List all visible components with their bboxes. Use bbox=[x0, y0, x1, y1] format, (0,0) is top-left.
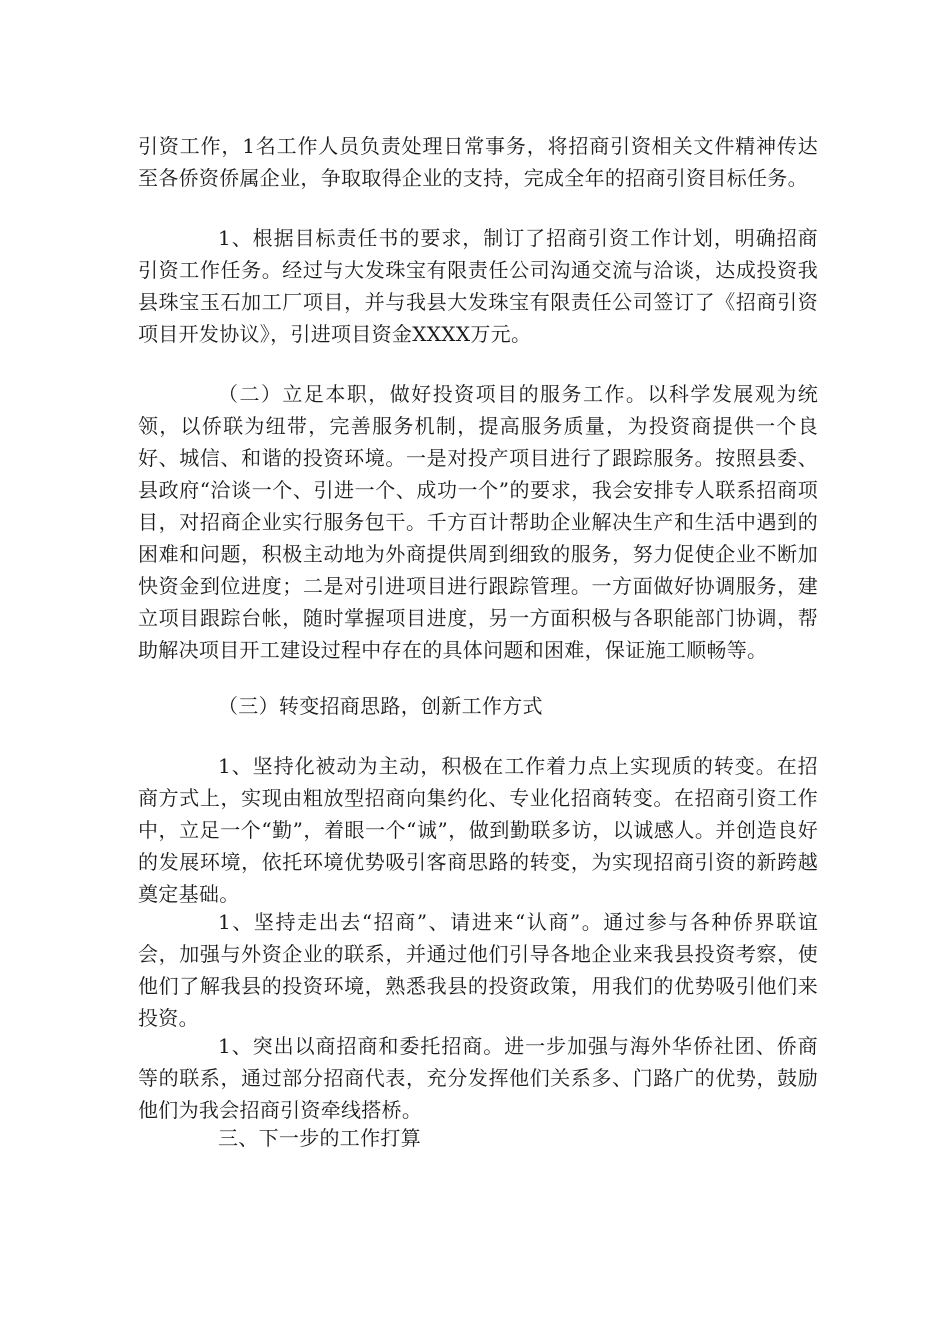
paragraph-project-plan: 1、根据目标责任书的要求，制订了招商引资工作计划，明确招商引资工作任务。经过与大发珠宝有限责任公司沟通交流与洽谈，达成投资我县珠宝玉石加工厂项目，并与我县大发珠宝有限责任公司签订了《招商引资项目开发协议》，引进项目资金XXXX万元。 bbox=[138, 226, 818, 346]
paragraph-go-out-invite-in: 1、坚持走出去“招商”、请进来“认商”。通过参与各种侨界联谊会，加强与外资企业的联系，并通过他们引导各地企业来我县投资考察，使他们了解我县的投资环境，熟悉我县的投资政策，用我们的优势吸引他们来投资。 bbox=[138, 910, 818, 1030]
paragraph-section-two: （二）立足本职，做好投资项目的服务工作。以科学发展观为统领，以侨联为纽带，完善服务机制，提高服务质量，为投资商提供一个良好、城信、和谐的投资环境。一是对投产项目进行了跟踪服务。按照县委、县政府“洽谈一个、引进一个、成功一个”的要求，我会安排专人联系招商项目，对招商企业实行服务包干。千方百计帮助企业解决生产和生活中遇到的困难和问题，积极主动地为外商提供周到细致的服务，努力促使企业不断加快资金到位进度；二是对引进项目进行跟踪管理。一方面做好协调服务，建立项目跟踪台帐，随时掌握项目进度，另一方面积极与各职能部门协调，帮助解决项目开工建设过程中存在的具体问题和困难，保证施工顺畅等。 bbox=[138, 382, 818, 662]
heading-next-steps: 三、下一步的工作打算 bbox=[218, 1126, 421, 1150]
paragraph-continuation: 引资工作，1名工作人员负责处理日常事务，将招商引资相关文件精神传达至各侨资侨属企业，争取取得企业的支持，完成全年的招商引资目标任务。 bbox=[138, 134, 818, 190]
heading-section-three: （三）转变招商思路，创新工作方式 bbox=[218, 694, 543, 718]
paragraph-passive-to-active: 1、坚持化被动为主动，积极在工作着力点上实现质的转变。在招商方式上，实现由粗放型招商向集约化、专业化招商转变。在招商引资工作中，立足一个“勤”，着眼一个“诚”，做到勤联多访，以诚感人。并创造良好的发展环境，依托环境优势吸引客商思路的转变，为实现招商引资的新跨越奠定基础。 bbox=[138, 754, 818, 906]
paragraph-business-referral: 1、突出以商招商和委托招商。进一步加强与海外华侨社团、侨商等的联系，通过部分招商代表，充分发挥他们关系多、门路广的优势，鼓励他们为我会招商引资牵线搭桥。 bbox=[138, 1034, 818, 1122]
